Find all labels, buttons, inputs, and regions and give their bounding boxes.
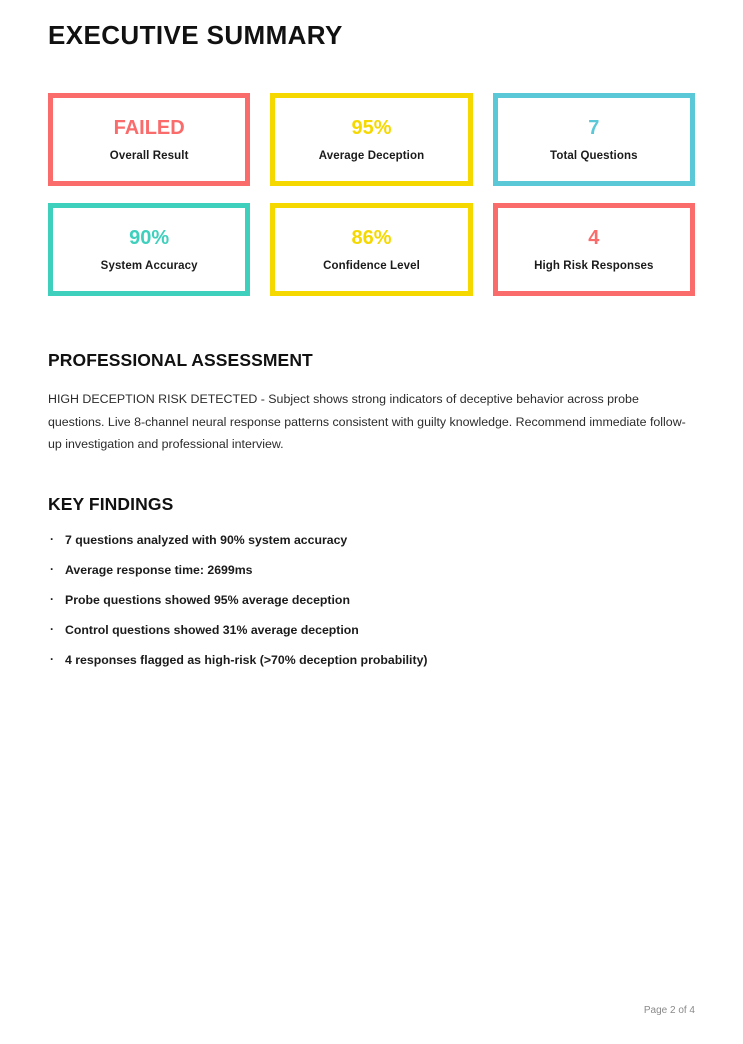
metric-value: 4 [588,227,600,249]
metric-card-total-questions [493,93,695,186]
list-item [48,653,695,667]
bullet-marker: · [50,531,54,546]
list-item-label: Average response time: 2699ms [65,562,253,577]
assessment-heading: PROFESSIONAL ASSESSMENT [48,350,313,370]
metric-label: Average Deception [318,150,425,162]
list-item-label: Control questions showed 31% average deception [65,622,359,637]
list-item [48,533,695,547]
metric-value: 95% [351,117,392,139]
metric-card-grid [48,93,695,296]
list-item-label: Probe questions showed 95% average deception [65,592,350,607]
bullet-marker: · [50,591,54,606]
metric-card-average-deception [270,93,472,186]
assessment-body: HIGH DECEPTION RISK DETECTED - Subject shows strong indicators of deceptive behavior across probe questions. Live 8-channel neural response patterns consistent with guilty knowledge. Recommend immediate follow-up investigation and professional interview. [48,392,686,452]
metric-value: 90% [129,227,170,249]
metric-card-system-accuracy [48,203,250,296]
metric-label: High Risk Responses [534,260,654,272]
findings-heading: KEY FINDINGS [48,493,174,514]
page-footer: Page 2 of 4 [643,1005,695,1016]
page-title: EXECUTIVE SUMMARY [48,20,343,50]
professional-assessment-section [48,350,695,456]
metric-card-high-risk-responses [493,203,695,296]
list-item [48,563,695,577]
bullet-marker: · [50,621,54,636]
metric-value: FAILED [113,117,185,139]
findings-list [48,533,695,667]
metric-value: 86% [351,227,392,249]
metric-card-confidence-level [270,203,472,296]
list-item-label: 4 responses flagged as high-risk (>70% deception probability) [65,652,428,667]
bullet-marker: · [50,651,54,666]
metric-label: Overall Result [109,150,189,162]
bullet-marker: · [50,561,54,576]
metric-card-overall-result [48,93,250,186]
list-item [48,623,695,637]
key-findings-section [48,494,695,667]
list-item [48,593,695,607]
metric-label: System Accuracy [100,260,198,272]
list-item-label: 7 questions analyzed with 90% system accuracy [65,532,348,547]
metric-label: Total Questions [550,150,638,162]
metric-label: Confidence Level [323,260,420,272]
metric-value: 7 [588,117,600,139]
